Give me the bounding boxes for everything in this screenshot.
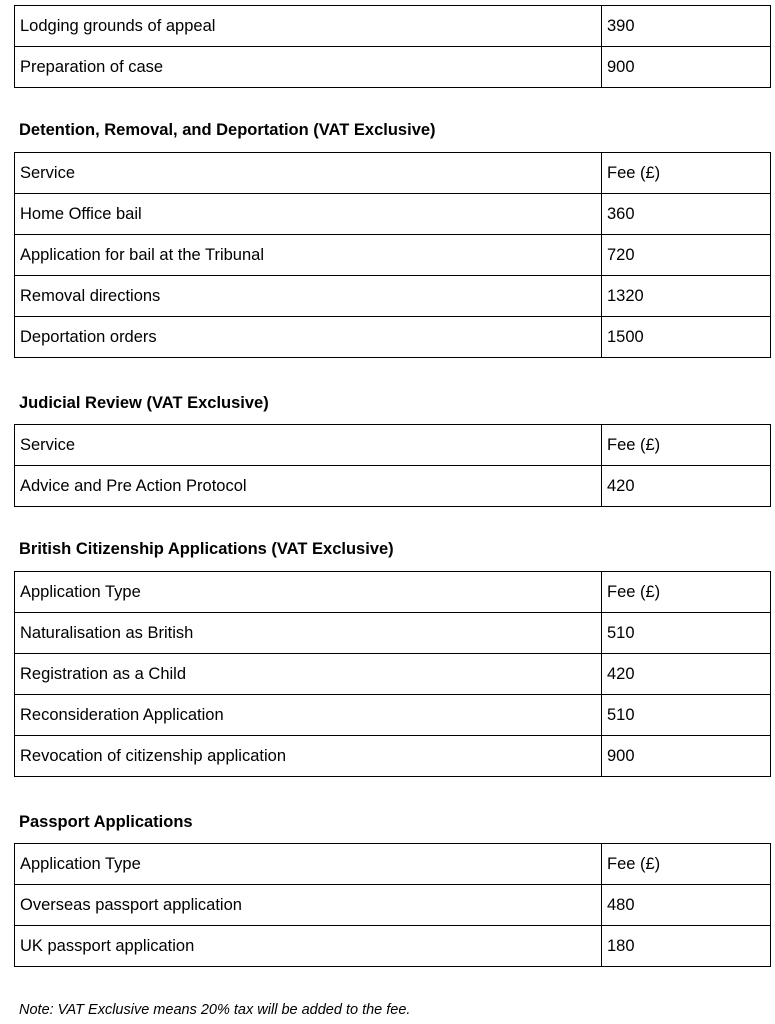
service-cell: Revocation of citizenship application [15,736,602,777]
table-row [15,654,771,695]
passport-fee-table [14,843,771,967]
fee-cell: 1500 [602,317,771,358]
table-row [15,613,771,654]
fee-cell: 420 [602,654,771,695]
section-heading-british-citizenship: British Citizenship Applications (VAT Exclusive) [19,540,394,558]
section-heading-passport: Passport Applications [19,813,193,831]
service-cell: UK passport application [15,926,602,967]
column-header-fee: Fee (£) [602,844,771,885]
column-header-fee: Fee (£) [602,425,771,466]
fee-cell: 420 [602,466,771,507]
table-row [15,736,771,777]
citizenship-fee-table [14,571,771,777]
service-cell: Advice and Pre Action Protocol [15,466,602,507]
fee-cell: 1320 [602,276,771,317]
column-header-fee: Fee (£) [602,572,771,613]
table-row [15,885,771,926]
service-cell: Registration as a Child [15,654,602,695]
table-row [15,695,771,736]
table-row [15,926,771,967]
service-cell: Deportation orders [15,317,602,358]
column-header-fee: Fee (£) [602,153,771,194]
column-header-application-type: Application Type [15,844,602,885]
column-header-service: Service [15,153,602,194]
fee-cell: 720 [602,235,771,276]
service-cell: Preparation of case [15,47,602,88]
section-heading-detention: Detention, Removal, and Deportation (VAT Exclusive) [19,121,436,139]
service-cell: Application for bail at the Tribunal [15,235,602,276]
column-header-application-type: Application Type [15,572,602,613]
appeal-fee-table [14,5,771,88]
service-cell: Naturalisation as British [15,613,602,654]
fee-cell: 510 [602,613,771,654]
service-cell: Home Office bail [15,194,602,235]
service-cell: Reconsideration Application [15,695,602,736]
judicial-review-fee-table [14,424,771,507]
table-row [15,6,771,47]
table-row [15,47,771,88]
table-row [15,194,771,235]
fee-cell: 360 [602,194,771,235]
service-cell: Overseas passport application [15,885,602,926]
service-cell: Removal directions [15,276,602,317]
table-row [15,317,771,358]
section-heading-judicial-review: Judicial Review (VAT Exclusive) [19,394,269,412]
table-header-row [15,572,771,613]
fee-cell: 900 [602,736,771,777]
vat-note: Note: VAT Exclusive means 20% tax will be added to the fee. [19,1002,411,1018]
fee-cell: 180 [602,926,771,967]
service-cell: Lodging grounds of appeal [15,6,602,47]
detention-fee-table [14,152,771,358]
fee-cell: 510 [602,695,771,736]
table-row [15,466,771,507]
table-header-row [15,153,771,194]
column-header-service: Service [15,425,602,466]
table-header-row [15,844,771,885]
fee-cell: 480 [602,885,771,926]
fee-cell: 900 [602,47,771,88]
table-header-row [15,425,771,466]
table-row [15,235,771,276]
table-row [15,276,771,317]
fee-cell: 390 [602,6,771,47]
